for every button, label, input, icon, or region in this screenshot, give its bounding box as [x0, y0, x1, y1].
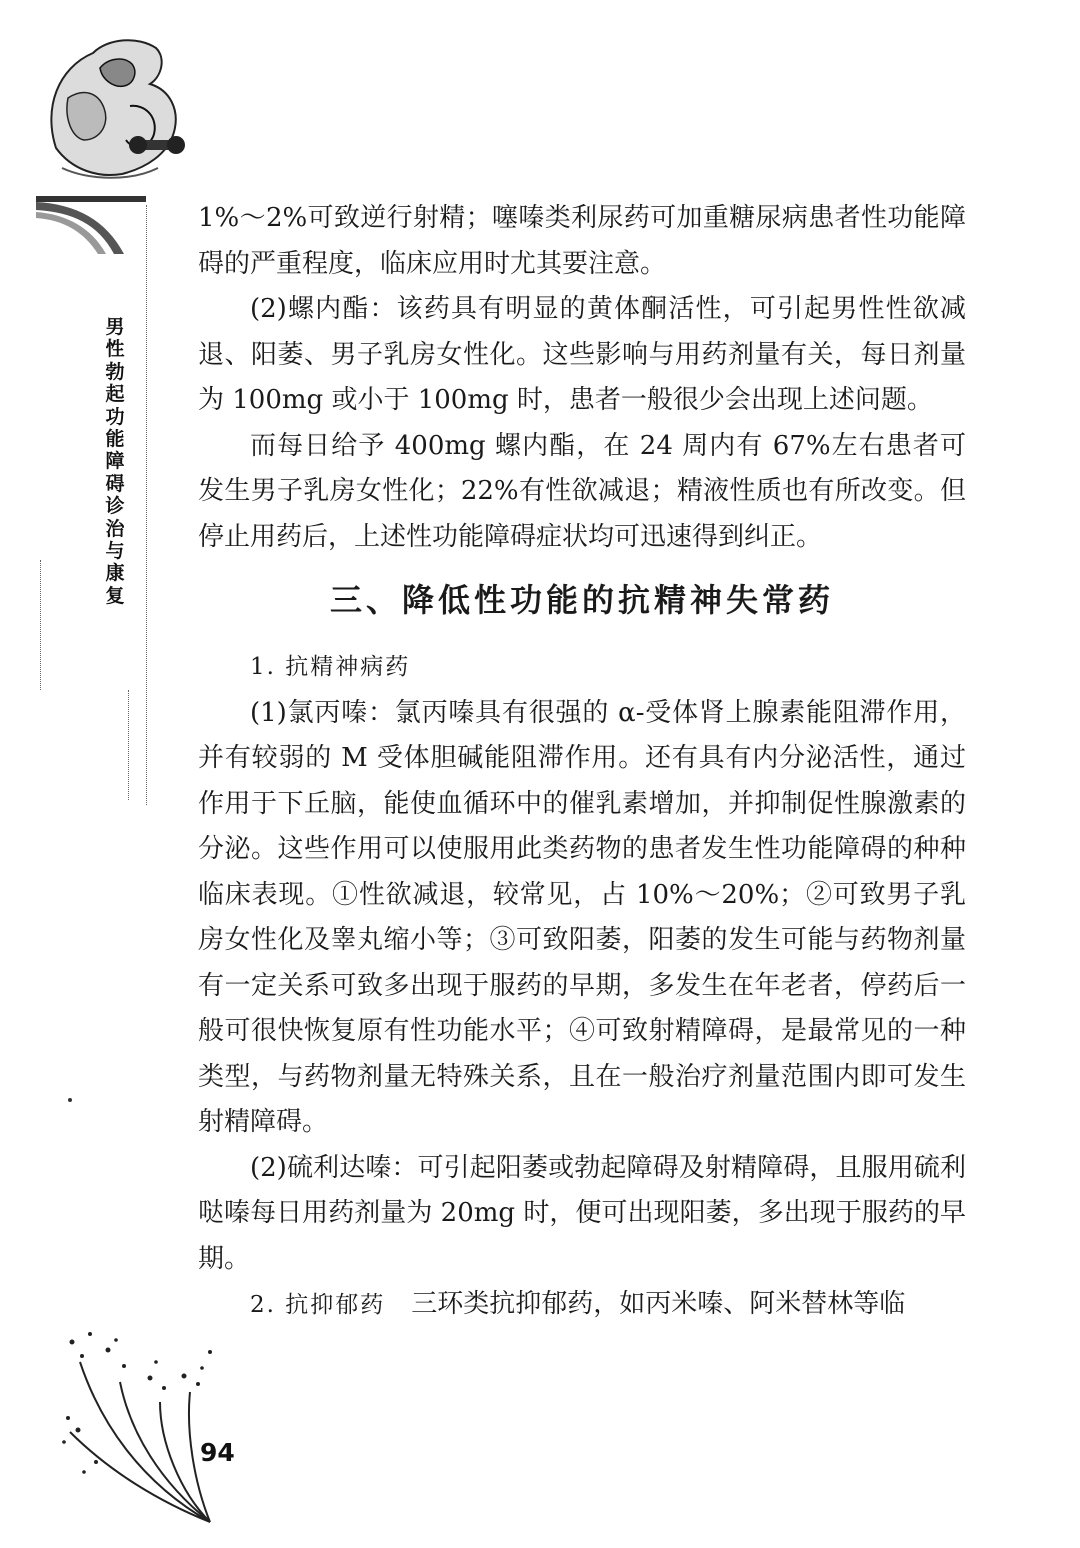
margin-dotted-rule: [40, 560, 41, 690]
corner-decoration-stripe: [36, 190, 156, 260]
section-heading: 三、降低性功能的抗精神失常药: [329, 581, 834, 619]
paragraph: 而每日给予 400mg 螺内酯，在 24 周内有 67%左右患者可发生男子乳房女性化；22%有性欲减退；精液性质也有所改变。但停止用药后，上述性功能障碍症状均可迅速得到纠正。: [198, 430, 966, 552]
title-char: 治: [105, 517, 125, 540]
decorative-spray-illustration: [60, 1322, 230, 1532]
title-char: 勃: [105, 360, 125, 383]
title-char: 与: [105, 540, 125, 563]
margin-dotted-rule: [128, 690, 129, 800]
subsection-heading: [198, 644, 966, 691]
title-char: 复: [105, 584, 125, 607]
page-number: 94: [200, 1438, 235, 1467]
title-char: 能: [105, 428, 125, 451]
title-char: 功: [105, 405, 125, 428]
paragraph: [198, 1282, 966, 1329]
title-char: 诊: [105, 495, 125, 518]
title-char: 男: [105, 316, 125, 338]
title-char: 碍: [105, 472, 125, 495]
main-text: [198, 196, 966, 1329]
bodybuilder-illustration: [38, 28, 188, 188]
paragraph: (2)螺内酯：该药具有明显的黄体酮活性，可引起男性性欲减退、阳萎、男子乳房女性化。这些影响与用药剂量有关，每日剂量为 100mg 或小于 100mg 时，患者一般很少会出现上述问题。: [198, 294, 966, 415]
title-char: 性: [105, 338, 125, 361]
margin-dotted-rule: [146, 205, 147, 805]
subsection-label: 2. 抗抑郁药: [250, 1292, 386, 1318]
subsection-label: 1. 抗精神病药: [250, 654, 411, 680]
paragraph: (2)硫利达嗪：可引起阳萎或勃起障碍及射精障碍，且服用硫利哒嗪每日用药剂量为 20mg 时，便可出现阳萎，多出现于服药的早期。: [198, 1152, 966, 1274]
title-char: 障: [105, 450, 125, 473]
paragraph: (1)氯丙嗪：氯丙嗪具有很强的 α-受体肾上腺素能阻滞作用，并有较弱的 M 受体胆碱能阻滞作用。还有具有内分泌活性，通过作用于下丘脑，能使血循环中的催乳素增加，并抑制促性腺激素的分泌。这些作用可以使服用此类药物的患者发生性功能障碍的种种临床表现。①性欲减退，较常见，占 10%～20%；②可致男子乳房女性化及睾丸缩小等；③可致阳萎，阳萎的发生可能与药物剂量有一定关系可致多出现于服药的早期，多发生在年老者，停药后一般可很快恢复原有性功能水平；④可致射精障碍，是最常见的一种类型，与药物剂量无特殊关系，且在一般治疗剂量范围内即可发生射精障碍。: [198, 697, 966, 1137]
paragraph: 1%～2%可致逆行射精；噻嗪类利尿药可加重糖尿病患者性功能障碍的严重程度，临床应用时尤其要注意。: [198, 203, 966, 279]
running-title-vertical: [95, 316, 135, 607]
paragraph-text: 三环类抗抑郁药，如丙米嗪、阿米替林等临: [411, 1289, 906, 1319]
title-char: 起: [105, 383, 125, 406]
print-speck: [68, 1098, 72, 1102]
title-char: 康: [105, 562, 125, 585]
